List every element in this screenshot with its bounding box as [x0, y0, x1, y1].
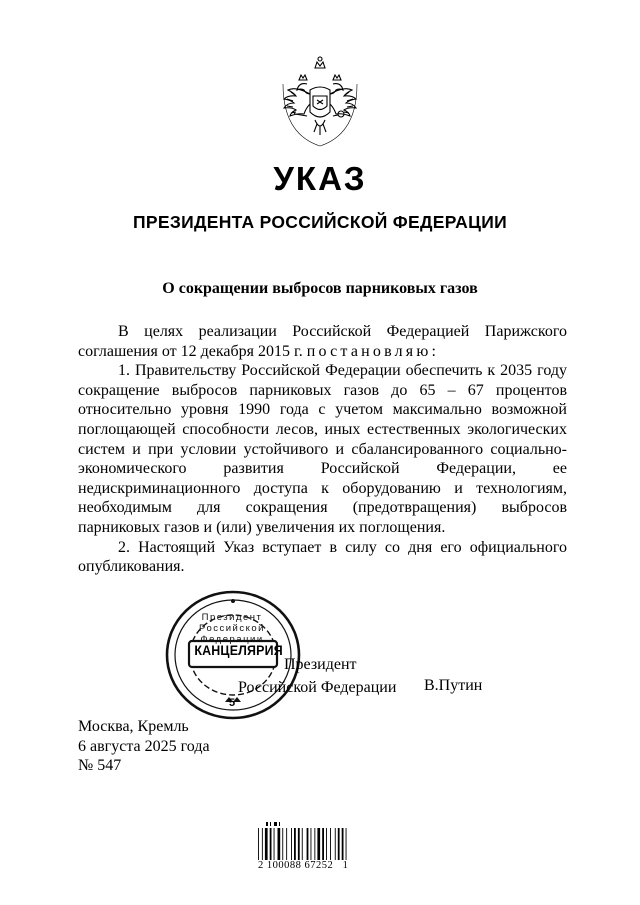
document-title: УКАЗ — [273, 160, 367, 197]
place-date-block — [78, 717, 210, 776]
decree-heading: О сокращении выбросов парниковых газов — [162, 280, 478, 297]
barcode-bar — [326, 828, 327, 860]
barcode-bar — [258, 828, 259, 860]
barcode-bar — [286, 828, 287, 860]
document-subtitle: ПРЕЗИДЕНТА РОССИЙСКОЙ ФЕДЕРАЦИИ — [133, 212, 507, 232]
barcode-bar — [298, 828, 300, 860]
barcode-bar — [270, 828, 272, 860]
barcode-bar — [311, 828, 312, 860]
barcode-bar — [282, 828, 283, 860]
coat-of-arms-icon — [277, 54, 363, 150]
intro-paragraph — [78, 322, 567, 361]
place-city: Москва, Кремль — [78, 718, 189, 735]
barcode-bar — [338, 828, 340, 860]
barcode-bar — [335, 828, 336, 860]
intro-decree-word: постановляю: — [306, 342, 440, 360]
barcode-bar — [265, 828, 268, 860]
barcode-bar — [342, 828, 344, 860]
barcode-bar — [262, 828, 263, 860]
barcode-bar — [346, 828, 347, 860]
barcode-bar — [274, 828, 275, 860]
barcode-bar — [294, 828, 296, 860]
barcode-number: 2 100088 67252 1 — [258, 860, 349, 871]
signature-line-2: Российской Федерации — [238, 679, 397, 696]
signature-title — [238, 653, 396, 699]
decree-date: 6 августа 2025 года — [78, 737, 210, 755]
barcode-bar — [278, 828, 281, 860]
intro-text: В целях реализации Российской Федерацией Парижского соглашения от 12 декабря 2015 г. — [78, 323, 567, 360]
barcode-bar — [317, 828, 320, 860]
decree-number: № 547 — [78, 757, 122, 775]
stamp-number: 5 — [229, 697, 236, 709]
barcode-bar — [307, 828, 309, 860]
decree-body — [78, 322, 567, 577]
signature-line-1: Президент — [284, 656, 357, 673]
barcode-bar — [322, 828, 324, 860]
barcode-bar — [291, 828, 292, 860]
signature-name: В.Путин — [424, 677, 483, 694]
barcode-bar — [314, 828, 315, 860]
barcode-bar — [302, 828, 303, 860]
stamp-ring-text: Президент Российской Федерации — [199, 612, 265, 645]
point-2: 2. Настоящий Указ вступает в силу со дня его официального опубликования. — [78, 538, 567, 576]
barcode-bar — [330, 828, 331, 860]
point-1: 1. Правительству Российской Федерации обеспечить к 2035 году сокращение выбросов парниковых газов до 65 – 67 процентов относительно уровня 1990 года с учетом максимально возможной поглощающей способности лесов, иных естественных экологических систем и при условии устойчивого и сбалансированного социально-экономического развития Российской Федерации, ее недискриминационного доступа к оборудованию и технологиям, необходимым для сокращения (предотвращения) выбросов парниковых газов и (или) увеличения их поглощения. — [78, 362, 567, 536]
stamp-center-label: КАНЦЕЛЯРИЯ — [194, 643, 283, 658]
